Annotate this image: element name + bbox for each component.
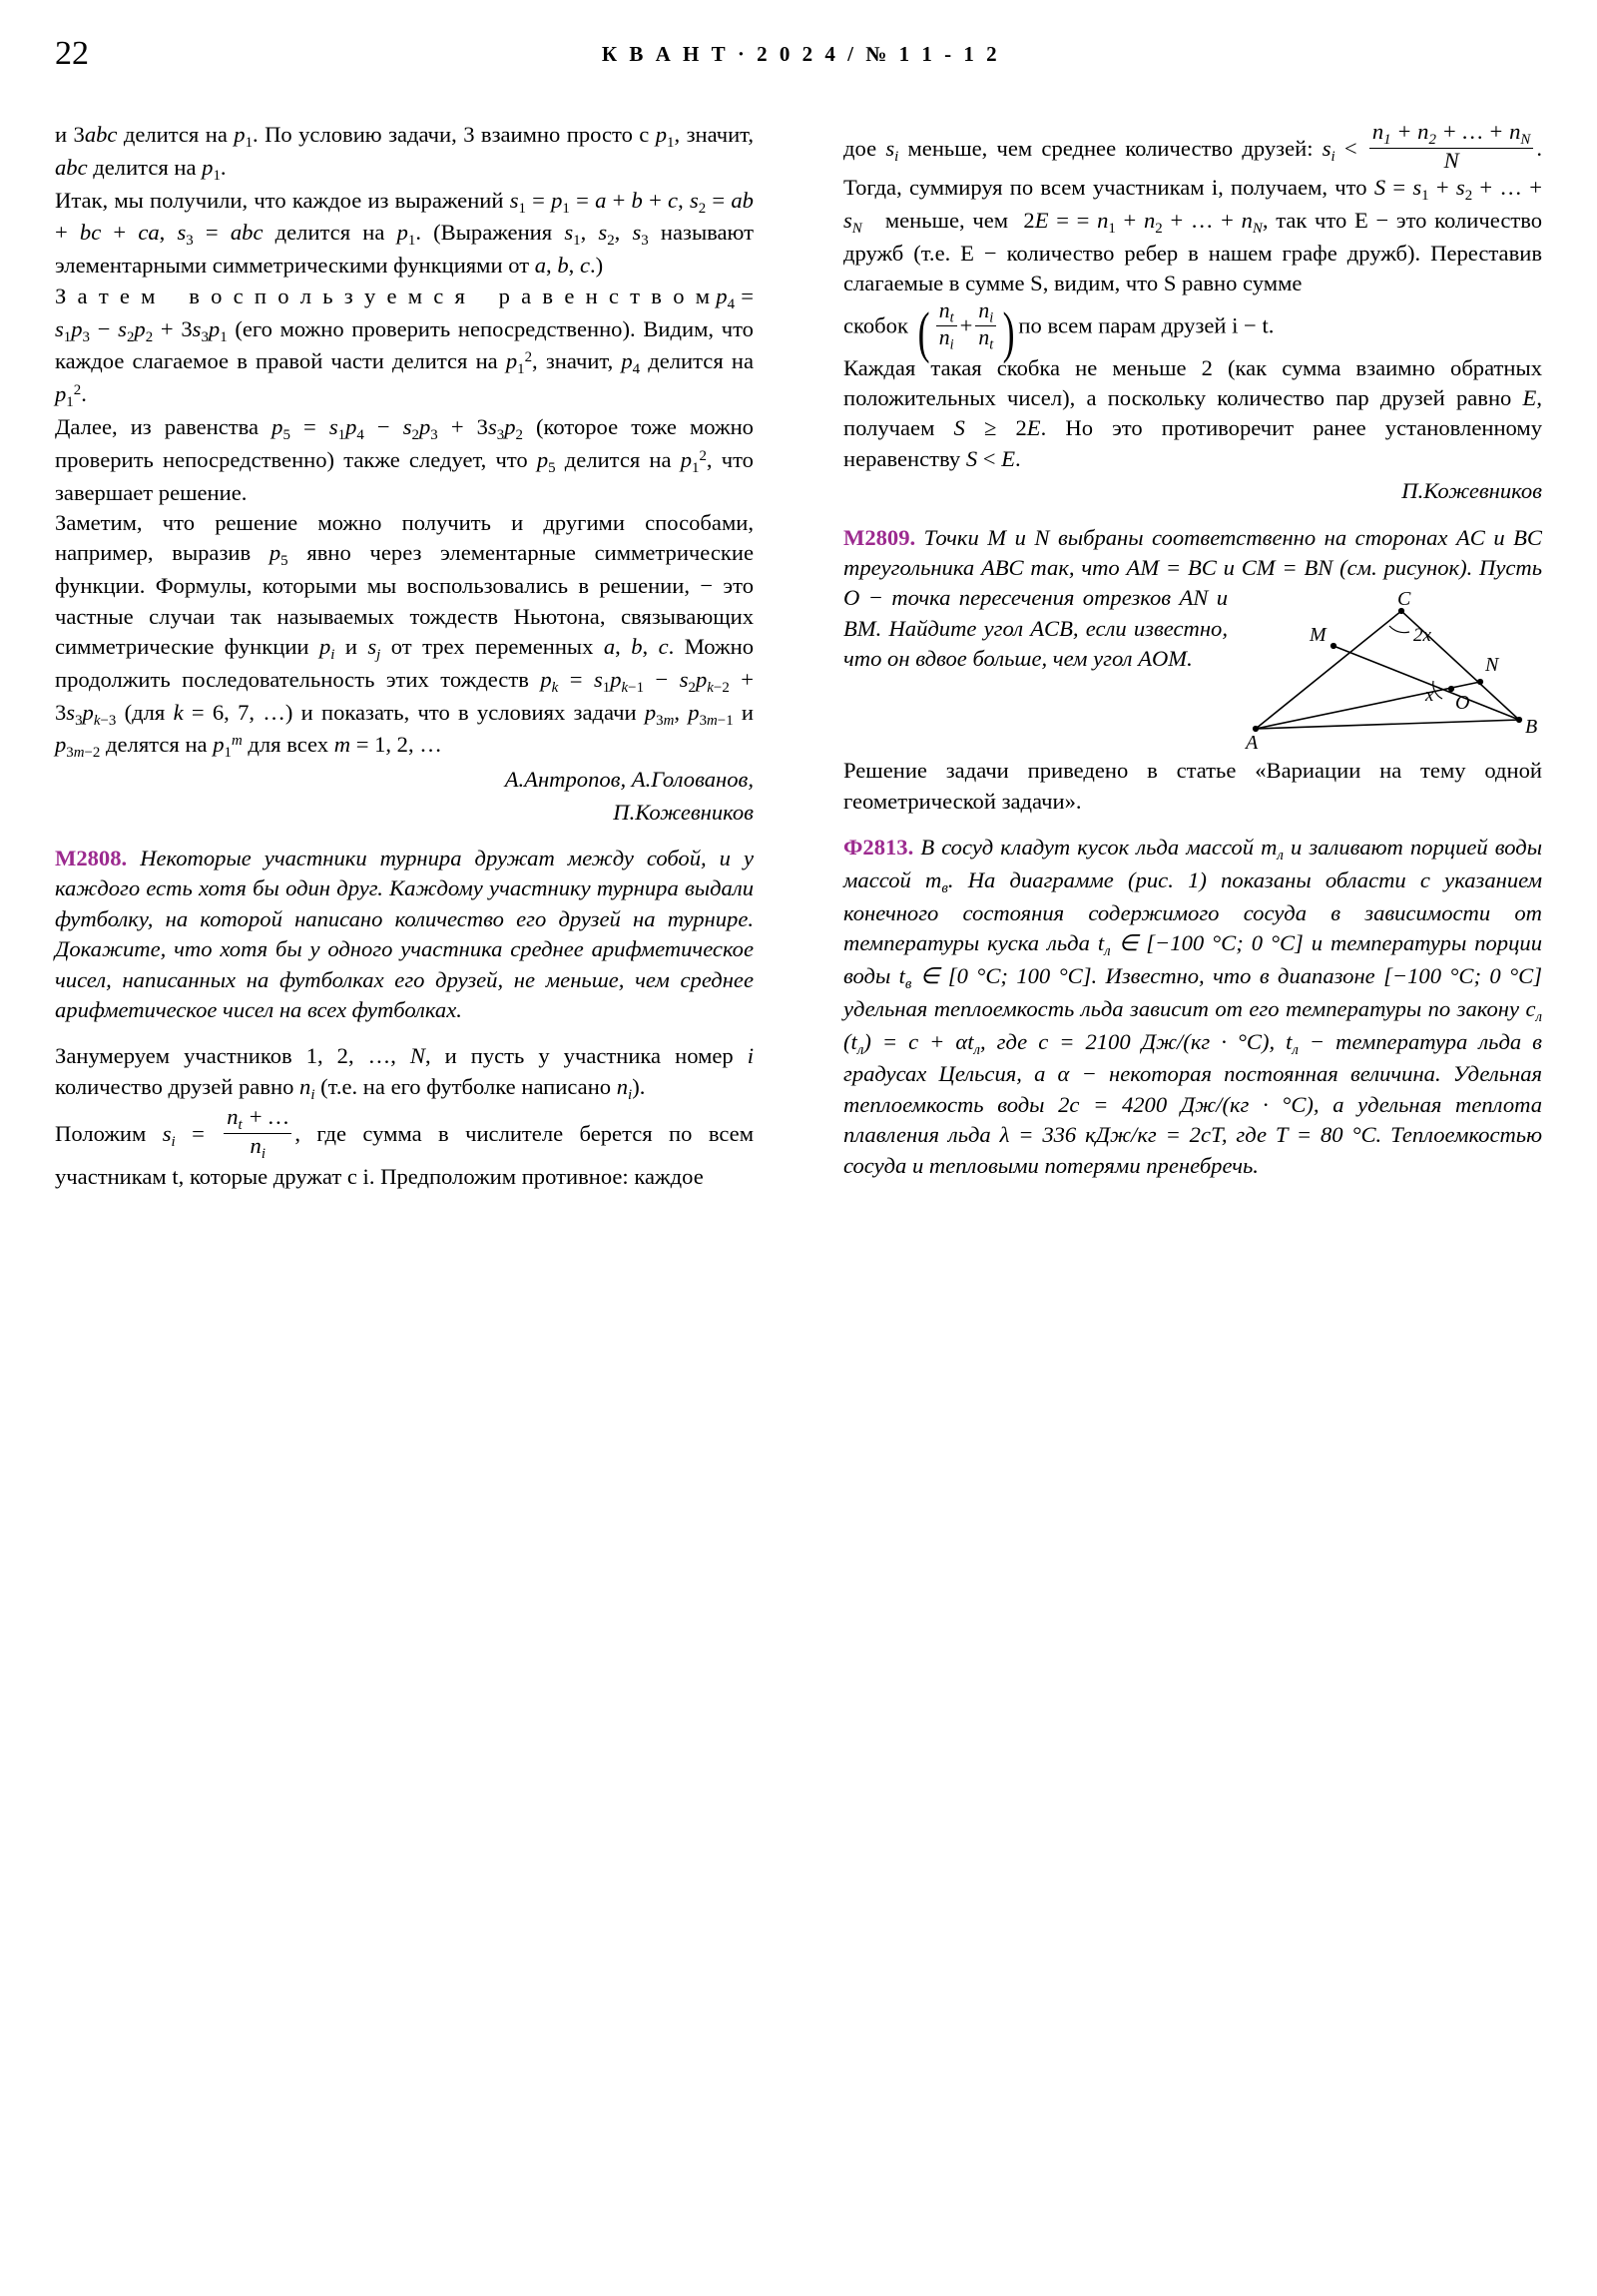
solution-m2808-p2: Положим $s_i$ = $\frac{n_t + \dots}{n_i}$ , где сумма в числителе берется по всем участникам t, которые дружат с i. Предположим противное: каждое (55, 1103, 755, 1190)
right-paren: ) (1002, 300, 1015, 364)
rc-text-c: . Тогда, суммируя по всем участникам i, получаем, что (843, 136, 1542, 201)
rc-text-d: меньше, чем (884, 207, 1009, 233)
paragraph-continuation: и 3abc делится на $p_1$. По условию задачи, 3 взаимно просто с $p_1$, значит, abc делится на $p_1$. (55, 122, 754, 184)
paragraph-p5: Далее, из равенства $p_5 = s_1p_4 - s_2p_3 + 3s_3p_2$ (которое тоже можно проверить непосредственно) также следует, что $p_5$ делится на $p_1^2$, что завершает решение. (55, 414, 754, 505)
paragraph-newton: Заметим, что решение можно получить и другими способами, например, выразив $p_5$ явно через элементарные симметрические функции. Формулы, которыми мы воспользовались в решении, − это частные случаи так называемых тождеств Ньютона, связывающих симметрические функции $p_i$ и $s_j$ от трех переменных a, b, c. Можно продолжить последовательность этих тождеств $p_k = s_1p_{k-1} - s_2p_{k-2} + 3s_3p_{k-3}$ (для k = 6, 7, …) и показать, что в условиях задачи $p_{3m}$, $p_{3m-1}$ и $p_{3m-2}$ делятся на $p_1^m$ для всех m = 1, 2, … (55, 510, 755, 762)
problem-m2809-intro: Точки M и N выбраны соответственно на сторонах AC и BC треугольника ABC так, что AM = BC и CM = BN (см. рисунок). Пусть O − точка пересечения отрезков AN (843, 524, 1543, 611)
fraction-average: $\frac{n_1 + n_2 + \dots + n_N}{N}$ (1369, 120, 1533, 173)
problem-m2808 (55, 844, 754, 1025)
problem-f2813-text: В сосуд кладут кусок льда массой $m_л$ и заливают порцией воды массой $m_в$. На диаграмме (рис. 1) показаны области с указанием конечного состояния содержимого сосуда в зависимости от температуры куска льда $t_л$ ∈ [−100 °C; 0 °C] и температуры порции воды $t_в$ ∈ [0 °C; 100 °C]. Известно, что в диапазоне [−100 °C; 0 °C] удельная теплоемкость льда зависит от его температуры по закону $c_л$ $(t_л) = c + \alpha t_л$, где c = 2100 Дж/(кг · °C), $t_л$ − температура льда в градусах Цельсия, а α − некоторая постоянная величина. Удельная теплоемкость воды 2c = 4200 Дж/(кг · °C), а удельная теплота плавления льда λ = 336 кДж/кг = 2cT, где T = 80 °C. Теплоемкостью сосуда и тепловыми потерями пренебречь. (843, 835, 1543, 1178)
svg-text:C: C (1397, 589, 1411, 611)
problem-f2813 (843, 833, 1542, 1181)
svg-text:B: B (1525, 716, 1538, 739)
svg-text:N: N (1485, 654, 1499, 677)
solution-m2808-p1: Занумеруем участников 1, 2, …, N, и пусть у участника номер i количество друзей равно $n_i$ (т.е. на его футболке написано $n_i$). (55, 1043, 754, 1103)
svg-text:O: O (1455, 692, 1470, 715)
author-signature-1: А.Антропов, А.Голованов, (504, 767, 754, 793)
paragraph-average-friends: дое $s_i$ меньше, чем среднее количество друзей: $s_i$ < $\frac{n_1 + n_2 + \dots + n_N}{N}$ . Тогда, суммируя по всем участникам i, получаем, что $S = s_1 + s_2$ + … + $s_N$ меньше, чем 2E = = $n_1 + n_2$ + … + $n_N$, так что E − это количество дружб (т.е. E − количество ребер в нашем графе дружб). Переставив слагаемые в сумме S, видим, что S равно сумме (843, 119, 1543, 296)
left-paren: ( (917, 300, 930, 364)
figure-triangle (1238, 589, 1542, 754)
paragraph-p4: З а т е м в о с п о л ь з у е м с я р а в е н с т в о м $p_4 = s_1p_3 - s_2p_2 + 3s_3p_1$ (его можно проверить непосредственно). Видим, что каждое слагаемое в правой части делится на $p_1^2$, значит, $p_4$ делится на $p_1^2$. (55, 283, 755, 410)
problem-m2808-text: Некоторые участники турнира дружат между собой, и у каждого есть хотя бы один друг. Каждому участнику турнира выдали футболку, на которой написано количество его друзей на турнире. Докажите, что хотя бы у одного участника среднее арифметическое чисел, написанных на футболках его друзей, не меньше, чем среднее арифметическое чисел на всех футболках. (55, 846, 754, 1022)
solution-reference: Решение задачи приведено в статье «Вариации на тему одной геометрической задачи». (843, 758, 1542, 814)
journal-title: К В А Н Т · 2 0 2 4 / № 1 1 - 1 2 (601, 42, 1001, 66)
page-number: 22 (55, 35, 89, 72)
svg-text:M: M (1310, 624, 1327, 647)
author-signature-3: П.Кожевников (1401, 478, 1542, 504)
rc-text-b: меньше, чем среднее количество друзей: (907, 136, 1314, 161)
rc-text-a: дое (843, 136, 877, 161)
problem-m2809 (843, 523, 1543, 755)
triangle-diagram-svg (1238, 589, 1542, 754)
problem-number-m2808: М2808. (55, 846, 128, 871)
paragraph-brackets: скобок ( $\frac{n_t}{n_i}$ + $\frac{n_i}{n_t}$ ) по всем парам друзей i − t. (843, 297, 1275, 364)
problem-m2809-rest: и BM. Найдите угол ACB, если известно, что он вдвое больше, чем угол AOM. (843, 585, 1228, 672)
paragraph-s-functions: Итак, мы получили, что каждое из выражений $s_1 = p_1 = a + b + c$, $s_2$ = ab + bc + ca, $s_3$ = abc делится на $p_1$. (Выражения $s_1$, $s_2$, $s_3$ называют элементарными симметрическими функциями от a, b, c.) (55, 187, 755, 279)
problem-number-m2809: М2809. (843, 524, 916, 550)
svg-text:2x: 2x (1413, 625, 1431, 647)
author-signature-2: П.Кожевников (613, 799, 754, 825)
paragraph-contradiction: Каждая такая скобка не меньше 2 (как сумма взаимно обратных положительных чисел), а поскольку количество пар друзей равно E, получаем S ≥ 2E. Но это противоречит ранее установленному неравенству S < E. (843, 354, 1543, 471)
fraction-ni-nt: $\frac{n_i}{n_t}$ (975, 299, 996, 353)
right-column (843, 120, 1542, 1181)
svg-text:x: x (1425, 685, 1434, 707)
fraction-si: $\frac{n_t + \dots}{n_i}$ (224, 1105, 291, 1163)
solution-text-a: Положим (55, 1120, 147, 1146)
rc-text-e: , так что E − это количество дружб (т.е. E − количество ребер в нашем графе дружб). Переставив слагаемые в сумме S, видим, что S равно сумме (843, 207, 1543, 296)
problem-number-f2813: Ф2813. (843, 835, 914, 861)
left-column (55, 120, 754, 1193)
solution-text-b: , где сумма в числителе берется по всем участникам t, которые дружат с i. Предположим противное: каждое (55, 1120, 755, 1190)
svg-text:A: A (1246, 732, 1259, 755)
rc-text-g: по всем парам друзей i − t. (1018, 312, 1275, 338)
fraction-nt-ni: $\frac{n_t}{n_i}$ (936, 299, 957, 353)
page-header (55, 30, 1547, 80)
rc-text-f: скобок (843, 312, 908, 338)
